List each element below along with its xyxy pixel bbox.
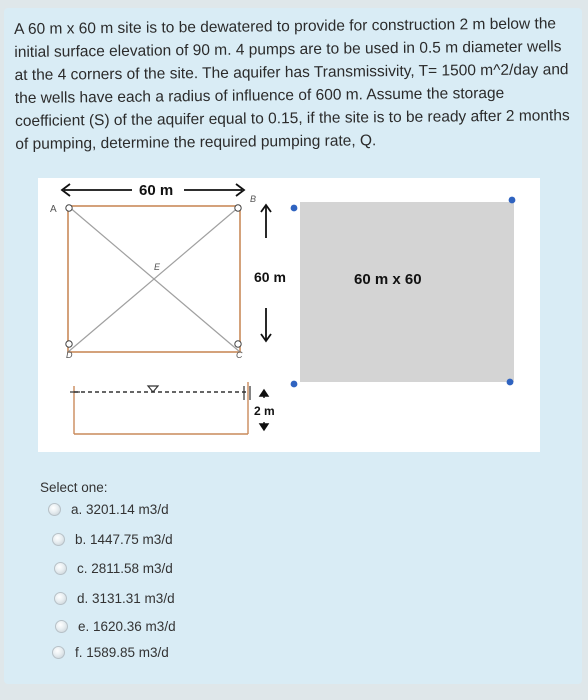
radio-icon[interactable] [48, 503, 61, 516]
section-view [70, 382, 250, 434]
site-diagram [38, 178, 540, 452]
well-d [66, 341, 72, 347]
well-dot-top-right [509, 197, 516, 204]
question-text: A 60 m x 60 m site is to be dewatered to provide for construction 2 m below the initial surface elevation of 90 m. 4 pumps are to be used in 0.5 m diameter wells at the 4 corners of the site. The aquifer has Transmissivity, T= 1500 m^2/day and the wells have each a radius of influence of 600 m. Assume the storage coefficient (S) of the aquifer equal to 0.15, if the site is to be ready after 2 months of pumping, determine the required pumping rate, Q. [14, 15, 570, 153]
select-one-prompt: Select one: [40, 480, 108, 495]
option-label: a. 3201.14 m3/d [71, 501, 169, 517]
well-b [235, 205, 241, 211]
option-a[interactable] [48, 498, 169, 520]
option-e[interactable] [55, 615, 176, 637]
well-c [235, 341, 241, 347]
corner-label-a: A [50, 204, 57, 215]
side-dimension-label: 60 m [254, 269, 286, 285]
radio-icon[interactable] [55, 620, 68, 633]
corner-label-b: B [250, 194, 257, 204]
well-dot-bottom-right [507, 379, 514, 386]
option-label: f. 1589.85 m3/d [75, 644, 169, 660]
center-label-e: E [154, 262, 161, 272]
option-f[interactable] [52, 641, 169, 663]
option-label: d. 3131.31 m3/d [77, 590, 175, 606]
well-dot-top-left [291, 205, 298, 212]
option-c[interactable] [54, 557, 173, 579]
site-area-block [300, 202, 514, 382]
corner-label-d: D [66, 350, 73, 360]
depth-dimension-label: 2 m [254, 404, 275, 418]
well-a [66, 205, 72, 211]
option-label: e. 1620.36 m3/d [78, 618, 176, 634]
radio-icon[interactable] [54, 562, 67, 575]
top-dimension-label: 60 m [139, 182, 174, 199]
option-label: b. 1447.75 m3/d [75, 531, 173, 547]
corner-label-c: C [236, 350, 243, 360]
site-figure [38, 178, 540, 452]
water-level-symbol [148, 386, 158, 392]
radio-icon[interactable] [52, 533, 65, 546]
radio-icon[interactable] [52, 646, 65, 659]
option-b[interactable] [52, 528, 173, 550]
radio-icon[interactable] [54, 592, 67, 605]
well-dot-bottom-left [291, 381, 298, 388]
site-area-label: 60 m x 60 [354, 271, 422, 288]
option-label: c. 2811.58 m3/d [77, 560, 173, 576]
option-d[interactable] [54, 587, 175, 609]
